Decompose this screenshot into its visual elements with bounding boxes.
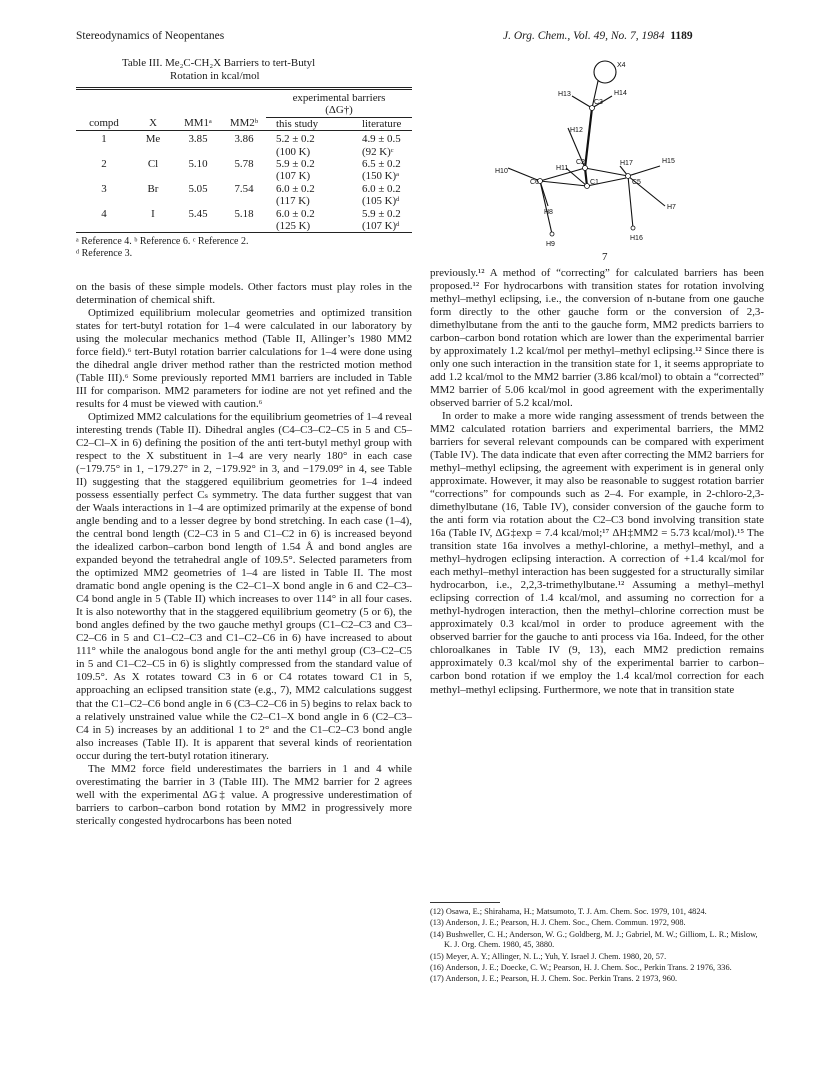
temperature: (92 K)ᶜ (362, 145, 394, 158)
running-header: Stereodynamics of Neopentanes (76, 30, 225, 42)
group-header-line2: (ΔG†) (325, 104, 353, 117)
cell-compd: 2 (101, 158, 107, 171)
temperature: (105 K)ᵈ (362, 195, 400, 208)
reference-item: (16) Anderson, J. E.; Doecke, C. W.; Pearson, H. J. Chem. Soc., Perkin Trans. 2 1976, 336. (430, 963, 732, 973)
temperature: (117 K) (276, 195, 310, 208)
label-h16: H16 (630, 235, 643, 242)
bond-c2-c5 (585, 168, 628, 176)
value: 6.5 ± 0.2 (362, 158, 401, 171)
cell-compd: 1 (101, 133, 107, 146)
c5-atom (626, 174, 631, 179)
cell-literature (354, 208, 412, 233)
temperature: (100 K) (276, 145, 311, 158)
value: 5.2 ± 0.2 (276, 133, 315, 146)
cell-this-study (266, 158, 354, 183)
label-h7: H7 (667, 204, 676, 211)
journal-citation (503, 30, 693, 42)
col-header-x: X (149, 117, 157, 130)
cell-literature (354, 183, 412, 208)
page-number: 1189 (670, 30, 693, 42)
left-column (76, 281, 412, 828)
cell-mm2: 7.54 (234, 182, 254, 195)
label-h12: H12 (570, 127, 583, 134)
bond-c3-h13 (572, 96, 592, 108)
label-c2: C2 (576, 159, 585, 166)
paragraph: In order to make a more wide ranging assessment of trends between the MM2 calculated rotation barriers and experimental barriers, the MM2 barriers for several relevant compounds can be compared with experiment (Table IV). The data indicate that even after correcting the MM2 barriers for methyl–methyl eclipsing, the agreement with experiment is in general only approximate. However, it may also be reasonable to suggest rotation barrier “corrections” for compounds such as 2–4. For example, in 2-chloro-2,3-dimethylbutane (16, Table IV), consider conversion of the gauche form to the anti form via rotation about the C2–C3 bond involving transition state 16a (Table IV, ΔG‡exp = 7.4 kcal/mol;¹⁷ ΔH‡MM2 = 5.73 kcal/mol).¹⁵ The transition state 16a involves a methyl-chlorine, a methyl–methyl, and a methyl–hydrogen eclipsing interaction. A correction of +1.4 kcal/mol for each methyl–methyl interaction has been suggested for a structurally similar hydrocarbon, i.e., 2,2,3-trimethylbutane.¹² Assuming a methyl–methyl eclipsing correction of 1.4 kcal/mol, and assuming no correction for a methyl-hydrogen interaction, then the methyl–chlorine correction must be approximately 0.3 kcal/mol in order to produce agreement with the observed barrier for the gauche to anti process via 16a. Indeed, for the other chloroalkanes in Table IV (9, 13), each MM2 prediction remains approximately 0.3 kcal/mol shy of the experimental barrier to carbon–carbon bond rotation if we employ the 1.4 kcal/mol correction for each methyl–methyl eclipsing. Furthermore, we note that in transition state (430, 410, 764, 696)
table-row (76, 208, 412, 233)
group-header-line1: experimental barriers (292, 92, 386, 104)
col-header-literature: literature (362, 117, 402, 130)
reference-item: (14) Bushweller, C. H.; Anderson, W. G.; Goldberg, M. J.; Gabriel, M. W.; Gilliom, L. R.; Mislow, K. J. Org. Chem. 1980, 45, 3880. (430, 929, 758, 950)
table-footnotes (76, 236, 412, 260)
footnote-line1: ᵃ Reference 4. ᵇ Reference 6. ᶜ Reference 2. (76, 236, 249, 248)
label-c6: C6 (530, 179, 539, 186)
references-rule (430, 902, 500, 903)
cell-compd: 3 (101, 182, 107, 195)
label-h15: H15 (662, 158, 675, 165)
value: 6.0 ± 0.2 (276, 182, 315, 195)
cell-x: I (151, 207, 155, 220)
c1-atom (585, 184, 590, 189)
cell-mm1: 5.05 (188, 182, 208, 195)
cell-this-study (266, 133, 354, 158)
col-header-mm2: MM2ᵇ (229, 117, 259, 130)
h16-atom (631, 226, 635, 230)
col-header-this-study: this study (276, 117, 319, 130)
paragraph: on the basis of these simple models. Other factors must play roles in the determination of chemical shift. (76, 281, 412, 307)
label-h13: H13 (558, 91, 571, 98)
table-row (76, 158, 412, 183)
label-h8: H8 (544, 209, 553, 216)
table-row (76, 183, 412, 208)
references (430, 902, 764, 986)
label-c1: C1 (590, 179, 599, 186)
table-body (76, 90, 412, 233)
structure-drawing (480, 56, 750, 266)
cell-mm1: 5.10 (188, 158, 208, 171)
label-c3: C3 (594, 99, 603, 106)
reference-item: (17) Anderson, J. E.; Pearson, H. J. Chem. Soc. Perkin Trans. 2 1973, 960. (430, 974, 678, 984)
cell-literature (354, 133, 412, 158)
cell-literature (354, 158, 412, 183)
paragraph: The MM2 force field underestimates the barriers in 1 and 4 while overestimating the barrier in 3 (Table III). The MM2 barrier for 2 agrees well with the experimental ΔG‡ value. A progressive underestimation of barriers to carbon–carbon bond rotation by MM2 in progressively more sterically congested hydrocarbons has been noted (76, 762, 412, 827)
col-header-mm1: MM1ᵃ (184, 117, 212, 130)
cell-mm1: 3.85 (188, 133, 208, 146)
bond-c6-h9 (540, 181, 552, 234)
bond-c1-c6-aux (540, 181, 587, 186)
temperature: (125 K) (276, 220, 311, 233)
label-c5: C5 (632, 179, 641, 186)
temperature: (107 K)ᵈ (362, 220, 400, 233)
value: 6.0 ± 0.2 (362, 182, 401, 195)
group-header (266, 90, 412, 117)
reference-item: (12) Osawa, E.; Shirahama, H.; Matsumoto, T. J. Am. Chem. Soc. 1979, 101, 4824. (430, 907, 707, 916)
c2-atom (583, 166, 588, 171)
value: 5.9 ± 0.2 (276, 158, 315, 171)
col-header-compd: compd (89, 117, 119, 130)
cell-mm2: 5.18 (234, 207, 254, 220)
label-x4: X4 (617, 62, 626, 69)
cell-x: Cl (147, 158, 159, 171)
table-caption-line1: Table III. Me₂C-CH₂X Barriers to tert-Butyl (122, 57, 316, 69)
temperature: (150 K)ᵃ (362, 170, 400, 183)
temperature: (107 K) (276, 170, 311, 183)
h9-atom (550, 232, 554, 236)
label-h10: H10 (495, 168, 508, 175)
reference-item: (13) Anderson, J. E.; Pearson, H. J. Chem. Soc., Chem. Commun. 1972, 908. (430, 918, 686, 928)
table-row (76, 133, 412, 158)
cell-this-study (266, 208, 354, 233)
value: 4.9 ± 0.5 (362, 133, 401, 146)
table-iii (76, 57, 412, 260)
paragraph: previously.¹² A method of “correcting” for calculated barriers has been proposed.¹² For hydrocarbons with transition states for rotation involving methyl–methyl eclipsing, i.e., the conversion of n-butane from one gauche form directly to the other gauche form or the conversion of 2,3-dimethylbutane from the anti to the gauche form, MM2 predicts barriers to carbon–carbon bond rotation which are lower than the experimental barrier by approximately 1.2 kcal/mol per methyl–methyl eclipsing.¹² Since there is only one such interaction in the transition state for 1, it seems appropriate to add 1.2 kcal/mol to the MM2 barrier (3.86 kcal/mol) to obtain a “corrected” MM2 barrier of 5.06 kcal/mol in good agreement with the experimentally observed barrier of 5.2 kcal/mol. (430, 267, 764, 410)
right-column (430, 267, 764, 697)
cell-this-study (266, 183, 354, 208)
table-caption-line2: Rotation in kcal/mol (170, 70, 260, 82)
bond-c5-h15 (628, 166, 660, 176)
paragraph: Optimized equilibrium molecular geometries and optimized transition states for tert-butyl rotation for 1–4 were calculated in our laboratory by using the molecular mechanics method (Table II, Allinger’s 1980 MM2 force field).⁶ tert-Butyl rotation barrier calculations for 1–4 were done using the dihedral angle driver method rather than the restricted motion method (Table III).⁶ Some previously reported MM1 barriers are included in Table III for comparison. MM2 parameters for iodine are not yet refined and the results for 4 must be viewed with caution.⁶ (76, 307, 412, 411)
cell-mm1: 5.45 (188, 207, 208, 220)
cell-x: Br (147, 182, 159, 195)
x4-atom (594, 61, 616, 83)
table-caption (76, 57, 412, 83)
journal-name: J. Org. Chem., Vol. 49, No. 7, 1984 (503, 30, 665, 42)
reference-item: (15) Meyer, A. Y.; Allinger, N. L.; Yuh, Y. Israel J. Chem. 1980, 20, 57. (430, 951, 667, 961)
label-h17: H17 (620, 160, 633, 167)
value: 6.0 ± 0.2 (276, 207, 315, 220)
c3-atom (590, 106, 595, 111)
paragraph: Optimized MM2 calculations for the equilibrium geometries of 1–4 reveal interesting trends (Table II). Dihedral angles (C4–C3–C2–C5 in 5 and C5–C2–Cl–X in 6) defining the position of the anti tert-butyl methyl group with respect to the X substituent in 1–4 are very nearly 180° in each case (−179.75° in 1, −179.27° in 2, −179.92° in 3, and −179.09° in 4, see Table II) suggesting that the staggered equilibrium geometries for 1–4 indeed possess essentially perfect Cₛ symmetry. The data further suggest that van der Waals interactions in 1–4 are optimized primarily at the expense of bond angle bending and to a lesser degree by bond stretching. In each case (1–4), the central bond length (C2–C3 in 5 and C1–C2 in 6) is increased beyond the idealized carbon–carbon bond length of 1.54 Å and bond angles are expanded beyond the tetrahedral angle of 109.5°. Selected parameters from the optimized MM2 geometries of 1–4 are listed in Table II. The most dramatic bond angle opening is the C2–C1–X bond angle in 6 and C2–C3–C4 bond angle in 5 (Table II) which increases to over 114° in all four cases. It is also noteworthy that in the staggered equilibrium geometry (5 or 6), the bond angles defined by the two gauche methyl groups (C1–C2–C3 and C3–C2–C6 in 5 and C1–C2–C3 and C1–C2–C6 in 6) have increased to about 111° while the analogous bond angle for the anti methyl group (C3–C2–C5 in 5 and C1–C2–C5 in 6) is slightly compressed from the standard value of 109.5°. As X rotates toward C3 in 6 or C4 rotates toward C1 in 5, approaching an eclipsed transition state (e.g., 7), MM2 calculations suggest that the C1–C2–C6 bond angle in 6 (C3–C2–C6 in 5) begins to relax back to a relatively unstrained value while the C2–C1–X bond angle in 6 (C2–C3–C4 in 5) increases by an additional 1 to 2° and the C1–C2–C3 bond angle also increases (Table II). It is apparent that several kinds of reorientation occur during the tert-butyl rotation itinerary. (76, 411, 412, 762)
cell-compd: 4 (101, 207, 107, 220)
cell-mm2: 5.78 (234, 158, 254, 171)
footnote-line2: ᵈ Reference 3. (76, 248, 133, 260)
bond-c3-c2 (585, 108, 592, 168)
figure-structure-7 (480, 56, 750, 266)
label-h11: H11 (556, 165, 569, 172)
label-h9: H9 (546, 241, 555, 248)
compound-number: 7 (602, 251, 608, 263)
cell-x: Me (145, 133, 161, 146)
value: 5.9 ± 0.2 (362, 207, 401, 220)
cell-mm2: 3.86 (234, 133, 254, 146)
table-top-rule (76, 87, 412, 88)
label-h14: H14 (614, 90, 627, 97)
